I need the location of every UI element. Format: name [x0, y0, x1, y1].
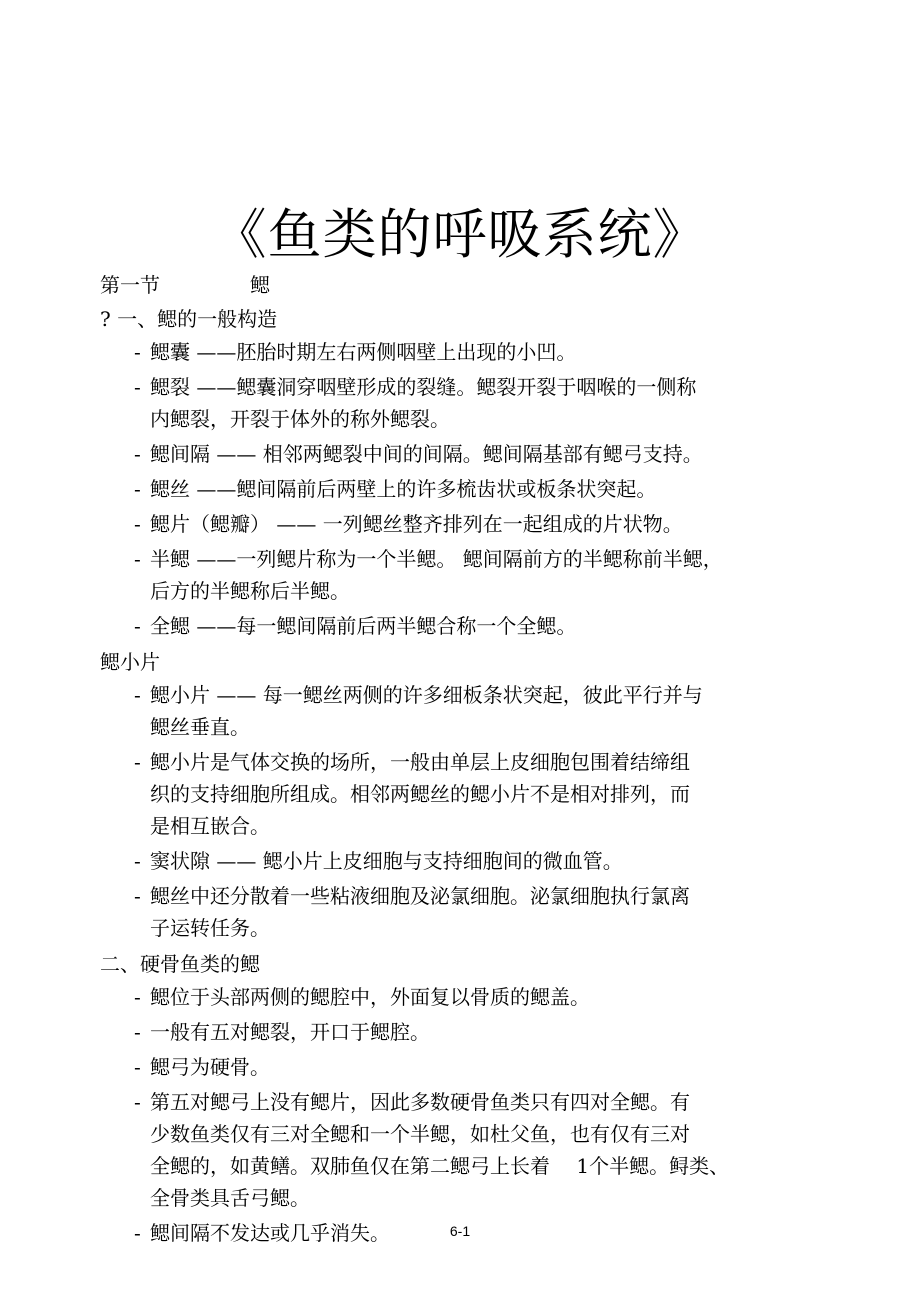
list-item	[100, 473, 820, 505]
bullet-dash: -	[134, 547, 141, 571]
list-item	[100, 1016, 820, 1048]
item-line: 全骨类具舌弓鳃。	[150, 1186, 310, 1210]
item-line: 一般有五对鳃裂，开口于鳃腔。	[150, 1020, 430, 1044]
part2-list	[100, 679, 820, 947]
list-item	[100, 508, 820, 540]
section-name: 鳃	[250, 273, 270, 297]
part1-heading: ? 一、鳃的一般构造	[100, 307, 278, 331]
item-line: 鳃裂 ——鳃囊洞穿咽壁形成的裂缝。鳃裂开裂于咽喉的一侧称	[150, 375, 697, 399]
bullet-dash: -	[134, 340, 141, 364]
part3-list	[100, 981, 820, 1252]
bullet-dash: -	[134, 683, 141, 707]
item-line: 鳃弓为硬骨。	[150, 1055, 270, 1079]
list-item	[100, 880, 820, 944]
bullet-dash: -	[134, 477, 141, 501]
item-line: 少数鱼类仅有三对全鳃和一个半鳃，如杜父鱼，也有仅有三对	[150, 1122, 690, 1146]
section-heading	[100, 268, 820, 302]
bullet-dash: -	[134, 985, 141, 1009]
list-item	[100, 981, 820, 1013]
bullet-dash: -	[134, 1090, 141, 1114]
part2-heading: 鳃小片	[100, 650, 160, 674]
item-line: 子运转任务。	[150, 916, 270, 940]
item-line: 鳃片（鳃瓣） —— 一列鳃丝整齐排列在一起组成的片状物。	[150, 512, 683, 536]
bullet-dash: -	[134, 1055, 141, 1079]
document-title: 《鱼类的呼吸系统》	[212, 203, 708, 266]
item-line: 鳃小片是气体交换的场所，一般由单层上皮细胞包围着结缔组	[150, 750, 690, 774]
bullet-dash: -	[134, 1221, 141, 1245]
item-line: 鳃间隔 —— 相邻两鳃裂中间的间隔。鳃间隔基部有鳃弓支持。	[150, 442, 703, 466]
bullet-dash: -	[134, 442, 141, 466]
list-item	[100, 1086, 820, 1214]
list-item	[100, 543, 820, 607]
bullet-dash: -	[134, 884, 141, 908]
list-item	[100, 336, 820, 368]
item-line: 鳃位于头部两侧的鳃腔中，外面复以骨质的鳃盖。	[150, 985, 590, 1009]
bullet-dash: -	[134, 512, 141, 536]
item-line: 第五对鳃弓上没有鳃片，因此多数硬骨鱼类只有四对全鳃。有	[150, 1090, 690, 1114]
item-line: 全鳃的，如黄鳝。双肺鱼仅在第二鳃弓上长着 1个半鳃。鲟类、	[150, 1154, 730, 1178]
bullet-dash: -	[134, 750, 141, 774]
item-line: 鳃丝 ——鳃间隔前后两壁上的许多梳齿状或板条状突起。	[150, 477, 657, 501]
page-number: 6-1	[449, 1223, 471, 1239]
part1-list	[100, 336, 820, 645]
list-item	[100, 1051, 820, 1083]
item-line: 鳃丝中还分散着一些粘液细胞及泌氯细胞。泌氯细胞执行氯离	[150, 884, 690, 908]
item-line: 鳃小片 —— 每一鳃丝两侧的许多细板条状突起，彼此平行并与	[150, 683, 703, 707]
item-line: 鳃间隔不发达或几乎消失。	[150, 1221, 390, 1245]
part3-heading: 二、硬骨鱼类的鳃	[100, 952, 260, 976]
bullet-dash: -	[134, 614, 141, 638]
item-line: 内鳃裂，开裂于体外的称外鳃裂。	[150, 407, 450, 431]
item-line: 鳃囊 ——胚胎时期左右两侧咽壁上出现的小凹。	[150, 340, 577, 364]
document-body	[100, 268, 820, 1252]
item-line: 半鳃 ——一列鳃片称为一个半鳃。 鳃间隔前方的半鳃称前半鳃，	[150, 547, 723, 571]
list-item	[100, 438, 820, 470]
section-number: 第一节	[100, 273, 160, 297]
item-line: 织的支持细胞所组成。相邻两鳃丝的鳃小片不是相对排列，而	[150, 782, 690, 806]
list-item	[100, 371, 820, 435]
item-line: 后方的半鳃称后半鳃。	[150, 579, 350, 603]
list-item	[100, 610, 820, 642]
bullet-dash: -	[134, 849, 141, 873]
list-item	[100, 845, 820, 877]
bullet-dash: -	[134, 1020, 141, 1044]
item-line: 鳃丝垂直。	[150, 715, 250, 739]
list-item	[100, 746, 820, 842]
item-line: 窦状隙 —— 鳃小片上皮细胞与支持细胞间的微血管。	[150, 849, 623, 873]
bullet-dash: -	[134, 375, 141, 399]
list-item	[100, 679, 820, 743]
item-line: 全鳃 ——每一鳃间隔前后两半鳃合称一个全鳃。	[150, 614, 577, 638]
item-line: 是相互嵌合。	[150, 814, 270, 838]
